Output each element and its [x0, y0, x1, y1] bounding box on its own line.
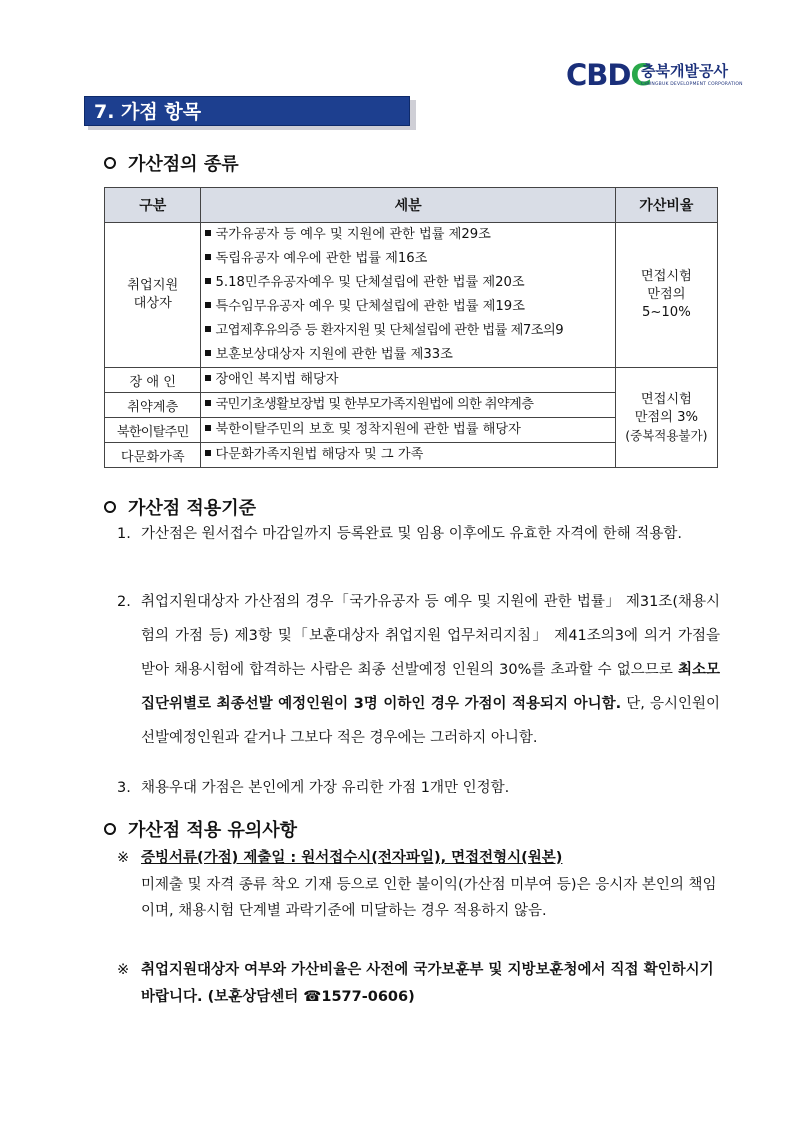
category-cell: 취약계층	[105, 393, 201, 418]
detail-cell: 북한이탈주민의 보호 및 정착지원에 관한 법률 해당자	[201, 418, 615, 443]
logo-name: 충북개발공사	[641, 62, 728, 80]
square-bullet-icon	[205, 400, 211, 406]
criteria-item-3: 3. 채용우대 가점은 본인에게 가장 유리한 가점 1개만 인정함.	[117, 780, 510, 796]
list-item: 특수임무유공자 예우 및 단체설립에 관한 법률 제19조	[203, 295, 612, 319]
circle-bullet-icon	[104, 823, 116, 835]
heading-types: 가산점의 종류	[104, 150, 239, 176]
list-item: 독립유공자 예우에 관한 법률 제16조	[203, 247, 612, 271]
list-item: 보훈보상대상자 지원에 관한 법률 제33조	[203, 343, 612, 367]
list-item: 국가유공자 등 예우 및 지원에 관한 법률 제29조	[203, 223, 612, 247]
list-item: 5.18민주유공자예우 및 단체설립에 관한 법률 제20조	[203, 271, 612, 295]
note-2: ※ 취업지원대상자 여부와 가산비율은 사전에 국가보훈부 및 지방보훈청에서 직접 확인하시기 바랍니다. (보훈상담센터 ☎1577-0606)	[117, 962, 714, 1005]
category-cell: 장 애 인	[105, 368, 201, 393]
square-bullet-icon	[205, 278, 211, 284]
section-title-box	[84, 96, 416, 130]
bonus-table	[104, 187, 718, 468]
category-cell: 다문화가족	[105, 443, 201, 468]
company-logo	[566, 58, 743, 98]
circle-bullet-icon	[104, 501, 116, 513]
square-bullet-icon	[205, 450, 211, 456]
criteria-item-1: 1. 가산점은 원서접수 마감일까지 등록완료 및 임용 이후에도 유효한 자격에 한해 적용함.	[117, 526, 682, 542]
section-title: 7. 가점 항목	[84, 96, 410, 126]
list-item: 고엽제후유의증 등 환자지원 및 단체설립에 관한 법률 제7조의9	[203, 319, 612, 343]
circle-bullet-icon	[104, 157, 116, 169]
square-bullet-icon	[205, 425, 211, 431]
rate-cell: 면접시험 만점의 3% (중복적용불가)	[615, 368, 717, 468]
rate-cell: 면접시험 만점의 5~10%	[615, 223, 717, 368]
table-header: 구분	[105, 188, 201, 223]
square-bullet-icon	[205, 326, 211, 332]
detail-cell: 장애인 복지법 해당자	[201, 368, 615, 393]
logo-subtitle: CHUNGBUK DEVELOPMENT CORPORATION	[641, 82, 743, 87]
table-header: 가산비율	[615, 188, 717, 223]
detail-cell	[201, 223, 615, 368]
detail-cell: 다문화가족지원법 해당자 및 그 가족	[201, 443, 615, 468]
detail-cell: 국민기초생활보장법 및 한부모가족지원법에 의한 취약계층	[201, 393, 615, 418]
note-1: ※ 증빙서류(가점) 제출일 : 원서접수시(전자파일), 면접전형시(원본) 미제출 및 자격 종류 착오 기재 등으로 인한 불이익(가산점 미부여 등)은 응시자 본인의 책임이며, 채용시험 단계별 과락기준에 미달하는 경우 적용하지 않음.	[117, 850, 717, 919]
square-bullet-icon	[205, 230, 211, 236]
heading-notes: 가산점 적용 유의사항	[104, 816, 297, 842]
square-bullet-icon	[205, 375, 211, 381]
square-bullet-icon	[205, 302, 211, 308]
square-bullet-icon	[205, 350, 211, 356]
category-cell: 북한이탈주민	[105, 418, 201, 443]
logo-mark: CBDC	[566, 58, 651, 92]
table-header: 세분	[201, 188, 615, 223]
square-bullet-icon	[205, 254, 211, 260]
heading-criteria: 가산점 적용기준	[104, 494, 256, 520]
category-cell: 취업지원대상자	[105, 223, 201, 368]
criteria-item-2: 2. 취업지원대상자 가산점의 경우「국가유공자 등 예우 및 지원에 관한 법률」 제31조(채용시험의 가점 등) 제3항 및「보훈대상자 취업지원 업무처리지침」 제41조의3에 의거 가점을 받아 채용시험에 합격하는 사람은 최종 선발예정 인원의 30%를 초과할 수 없으므로 최소모집단위별로 최종선발 예정인원이 3명 이하인 경우 가점이 적용되지 아니함. 단, 응시인원이 선발예정인원과 같거나 그보다 적은 경우에는 그러하지 아니함.	[117, 594, 720, 746]
